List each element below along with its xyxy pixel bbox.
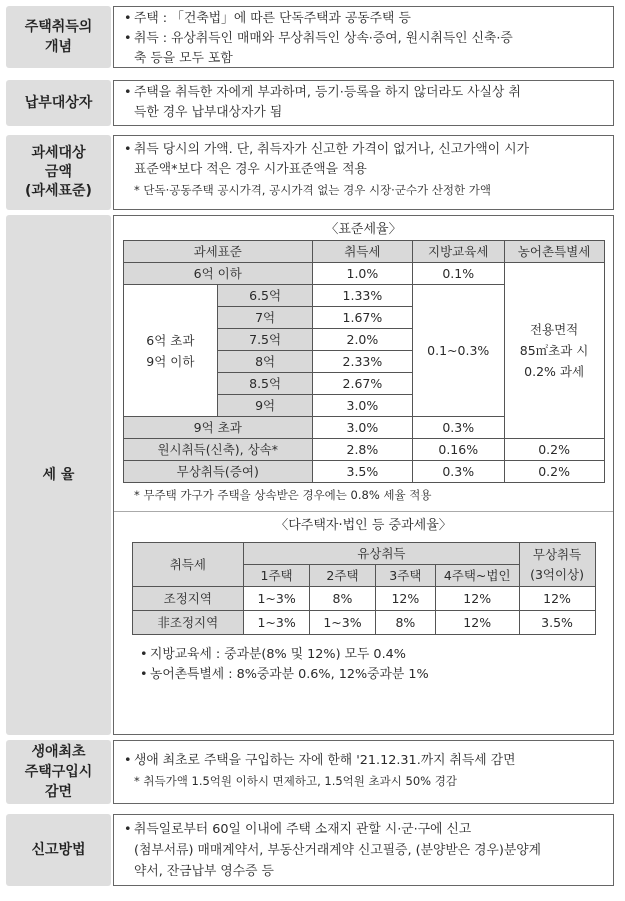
std-group-label: 6억 초과 9억 이하 (123, 285, 218, 417)
heavy-cell: 1~3% (244, 611, 310, 635)
heavy-sub-3: 3주택 (375, 565, 435, 587)
heavy-head-left: 취득세 (132, 543, 244, 587)
standard-rate-note: * 무주택 가구가 주택을 상속받은 경우에는 0.8% 세율 적용 (134, 488, 432, 502)
heavy-edu-bullet: • 지방교육세 : 중과분(8% 및 12%) 모두 0.4% (136, 645, 607, 665)
std-sub-acq: 1.67% (312, 307, 412, 329)
concept-acquire-bullet: • 취득 : 유상취득인 매매와 무상취득인 상속·증여, 원시취득인 신축·증 (120, 29, 607, 49)
std-row-orig-label: 원시취득(신축), 상속* (123, 439, 312, 461)
rate-content (113, 215, 614, 735)
std-row-6-edu: 0.1% (412, 263, 504, 285)
std-row-gift-label: 무상취득(증여) (123, 461, 312, 483)
heavy-row-label: 非조정지역 (132, 611, 244, 635)
heavy-head-free: 무상취득 (3억이상) (519, 543, 595, 587)
first-home-label: 생애최초 주택구입시 감면 (6, 740, 111, 804)
report-label: 신고방법 (6, 814, 111, 886)
base-content (113, 135, 614, 210)
std-header-acq: 취득세 (312, 241, 412, 263)
std-sub-acq: 2.33% (312, 351, 412, 373)
std-row-9-label: 9억 초과 (123, 417, 312, 439)
report-docs-line: (첨부서류) 매매계약서, 부동산거래계약 신고필증, (분양받은 경우)분양계 (134, 843, 541, 858)
std-sub-label: 7.5억 (218, 329, 313, 351)
first-home-bullet: • 생애 최초로 주택을 구입하는 자에 한해 '21.12.31.까지 취득세 감면 (120, 751, 607, 771)
std-sub-label: 8.5억 (218, 373, 313, 395)
base-bullet: • 취득 당시의 가액. 단, 취득자가 신고한 가격이 없거나, 신고가액이 시가 (120, 140, 607, 160)
std-row-gift-rural: 0.2% (504, 461, 604, 483)
std-rural-merged: 전용면적 85㎡초과 시 0.2% 과세 (504, 263, 604, 439)
heavy-row-label: 조정지역 (132, 587, 244, 611)
concept-house-bullet: • 주택 : 「건축법」에 따른 단독주택과 공동주택 등 (120, 9, 607, 29)
heavy-cell: 1~3% (244, 587, 310, 611)
std-sub-label: 7억 (218, 307, 313, 329)
base-note: * 단독·공동주택 공시가격, 공시가격 없는 경우 시장·군수가 산정한 가액 (134, 183, 492, 197)
concept-label: 주택취득의 개념 (6, 6, 111, 68)
std-sub-acq: 2.0% (312, 329, 412, 351)
std-row-gift-acq: 3.5% (312, 461, 412, 483)
std-sub-label: 6.5억 (218, 285, 313, 307)
std-sub-acq: 2.67% (312, 373, 412, 395)
heavy-sub-4: 4주택~법인 (435, 565, 519, 587)
std-row-orig-acq: 2.8% (312, 439, 412, 461)
std-row-orig-edu: 0.16% (412, 439, 504, 461)
heavy-head-paid: 유상취득 (244, 543, 519, 565)
heavy-cell: 12% (519, 587, 595, 611)
rate-divider (114, 511, 613, 512)
std-row-9-edu: 0.3% (412, 417, 504, 439)
heavy-cell: 12% (435, 611, 519, 635)
std-header-rural: 농어촌특별세 (504, 241, 604, 263)
std-sub-acq: 3.0% (312, 395, 412, 417)
heavy-cell: 1~3% (310, 611, 376, 635)
std-sub-label: 8억 (218, 351, 313, 373)
standard-rate-caption: 〈표준세율〉 (325, 222, 402, 237)
concept-content (113, 6, 614, 68)
std-row-gift-edu: 0.3% (412, 461, 504, 483)
payer-content (113, 80, 614, 126)
std-header-base: 과세표준 (123, 241, 312, 263)
heavy-rural-bullet: • 농어촌특별세 : 8%중과분 0.6%, 12%중과분 1% (136, 665, 607, 685)
heavy-rate-table (132, 542, 596, 635)
concept-acquire-cont: 축 등을 모두 포함 (134, 51, 233, 66)
std-sub-acq: 1.33% (312, 285, 412, 307)
heavy-rate-caption: 〈다주택자·법인 등 중과세율〉 (275, 518, 452, 533)
std-header-edu: 지방교육세 (412, 241, 504, 263)
heavy-cell: 12% (375, 587, 435, 611)
heavy-cell: 12% (435, 587, 519, 611)
std-row-9-acq: 3.0% (312, 417, 412, 439)
heavy-cell: 8% (375, 611, 435, 635)
payer-bullet: • 주택을 취득한 자에게 부과하며, 등기·등록을 하지 않더라도 사실상 취 (120, 83, 607, 103)
standard-rate-table (123, 240, 605, 483)
heavy-cell: 3.5% (519, 611, 595, 635)
std-row-6-label: 6억 이하 (123, 263, 312, 285)
std-mid-edu: 0.1~0.3% (412, 285, 504, 417)
base-bullet-cont: 표준액*보다 적은 경우 시가표준액을 적용 (134, 162, 367, 177)
std-sub-label: 9억 (218, 395, 313, 417)
report-docs-line: 약서, 잔금납부 영수증 등 (134, 864, 274, 879)
report-content (113, 814, 614, 886)
base-label: 과세대상 금액 (과세표준) (6, 135, 111, 210)
first-home-note: * 취득가액 1.5억원 이하시 면제하고, 1.5억원 초과시 50% 경감 (134, 774, 457, 788)
heavy-cell: 8% (310, 587, 376, 611)
heavy-sub-1: 1주택 (244, 565, 310, 587)
heavy-sub-2: 2주택 (310, 565, 376, 587)
payer-bullet-cont: 득한 경우 납부대상자가 됨 (134, 105, 283, 120)
std-row-orig-rural: 0.2% (504, 439, 604, 461)
first-home-content (113, 740, 614, 804)
rate-label: 세 율 (6, 215, 111, 735)
report-bullet: • 취득일로부터 60일 이내에 주택 소재지 관할 시·군·구에 신고 (120, 819, 607, 840)
std-row-6-acq: 1.0% (312, 263, 412, 285)
payer-label: 납부대상자 (6, 80, 111, 126)
